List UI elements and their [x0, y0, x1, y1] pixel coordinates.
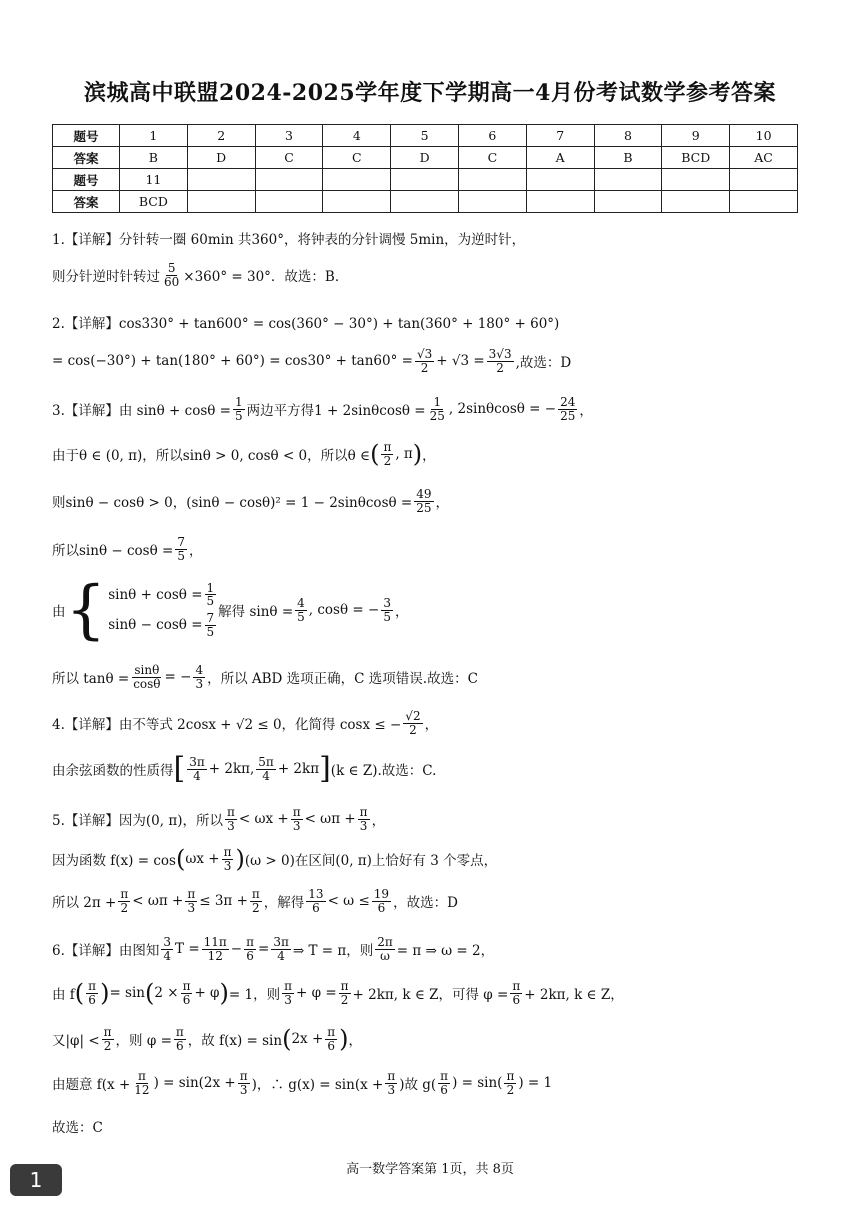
right-paren: )	[235, 845, 245, 874]
denominator: 2	[383, 453, 392, 468]
table-cell	[323, 169, 391, 191]
table-cell: BCD	[120, 191, 188, 213]
text: 所以sinθ − cosθ =	[52, 543, 174, 560]
table-row	[53, 147, 798, 169]
table-cell: C	[255, 147, 323, 169]
numerator: 3√3	[488, 347, 512, 361]
text: ⇒ T = π，则	[292, 943, 374, 960]
text: (ω > 0)在区间(0, π)上恰好有 3 个零点，	[244, 853, 498, 870]
table-cell: AC	[730, 147, 798, 169]
fraction	[233, 396, 245, 422]
fraction	[205, 612, 217, 638]
text: 2x +	[291, 1031, 324, 1048]
text: ) = sin(2x +	[153, 1075, 236, 1092]
table-cell	[730, 169, 798, 191]
text: 故选：C	[52, 1120, 103, 1136]
denominator: 2	[120, 900, 129, 915]
fraction	[238, 1070, 250, 1096]
denominator: 6	[312, 900, 320, 915]
fraction	[403, 710, 422, 736]
text: sinθ + cosθ =	[108, 586, 203, 603]
fraction	[282, 980, 294, 1006]
fraction	[131, 664, 162, 690]
q3-line-2	[52, 441, 436, 467]
numerator: 5π	[258, 754, 274, 769]
denominator: 2	[103, 1038, 112, 1053]
text: = −	[164, 669, 192, 686]
table-cell: 5	[391, 125, 459, 147]
fraction	[161, 936, 173, 962]
numerator: π	[175, 1025, 184, 1039]
text: , cosθ = −	[308, 602, 380, 618]
numerator: 5	[167, 261, 176, 275]
denominator: 3	[195, 676, 204, 691]
right-paren: )	[100, 979, 110, 1008]
q6-line-4	[52, 1070, 552, 1096]
equation-system	[65, 573, 219, 647]
denominator: 12	[207, 948, 223, 963]
denominator: 12	[134, 1082, 150, 1097]
table-cell: 6	[458, 125, 526, 147]
numerator: π	[327, 1025, 336, 1039]
numerator: π	[251, 887, 260, 901]
numerator: 24	[560, 395, 576, 409]
q3-line-3	[52, 488, 449, 514]
system-row	[108, 582, 218, 608]
fraction	[202, 936, 229, 962]
fraction	[339, 980, 351, 1006]
denominator: 2	[340, 992, 349, 1007]
numerator: π	[182, 979, 191, 993]
table-cell: 10	[730, 125, 798, 147]
table-cell	[594, 169, 662, 191]
fraction	[428, 396, 447, 422]
q5-line-3	[52, 888, 458, 914]
text: 所以 2π +	[52, 895, 117, 912]
text: ，	[422, 448, 436, 465]
fraction	[86, 980, 98, 1006]
text: ，	[371, 813, 386, 830]
row-header: 题号	[53, 125, 120, 147]
numerator: √3	[416, 347, 433, 361]
denominator: 6	[440, 1082, 448, 1097]
numerator: 1	[206, 580, 215, 595]
numerator: 4	[195, 663, 204, 677]
text: ，	[188, 543, 203, 560]
text: + 2kπ, k ∈ Z，	[524, 987, 624, 1004]
text: 3.【详解】由 sinθ + cosθ =	[52, 403, 231, 420]
q3-line-5	[52, 573, 409, 647]
fraction	[291, 806, 303, 832]
denominator: 2	[496, 360, 504, 375]
text: = π ⇒ ω = 2，	[396, 943, 495, 960]
right-paren: )	[219, 979, 229, 1008]
text: 所以 tanθ =	[52, 671, 130, 688]
numerator: 49	[416, 487, 432, 501]
fraction	[375, 936, 395, 962]
fraction	[358, 806, 370, 832]
text: = sin	[109, 985, 145, 1002]
table-cell: 9	[662, 125, 730, 147]
denominator: 25	[560, 408, 576, 423]
denominator: 5	[177, 548, 185, 563]
answer-table	[52, 124, 798, 213]
denominator: 5	[234, 408, 243, 423]
q1-line-2	[52, 262, 348, 288]
text: 6.【详解】由图知	[52, 943, 160, 960]
numerator: π	[103, 1025, 112, 1039]
text: 由余弦函数的性质得	[52, 763, 174, 779]
numerator: 3	[163, 935, 172, 949]
system-row	[108, 612, 218, 638]
numerator: 13	[308, 887, 324, 901]
text: 5.【详解】因为(0, π)，所以	[52, 813, 223, 830]
denominator: 6	[182, 992, 191, 1007]
text: 由题意 f(x +	[52, 1077, 131, 1094]
numerator: π	[506, 1069, 515, 1083]
numerator: π	[187, 887, 196, 901]
fraction	[132, 1070, 151, 1096]
table-row	[53, 125, 798, 147]
numerator: √2	[405, 709, 421, 723]
page-number-badge[interactable]: 1	[10, 1164, 62, 1196]
text: < ωπ +	[132, 893, 184, 910]
fraction	[438, 1070, 450, 1096]
text: < ω ≤	[327, 893, 370, 910]
text: ，则 φ =	[115, 1033, 172, 1050]
table-cell	[458, 169, 526, 191]
fraction	[162, 262, 181, 288]
table-cell: 3	[255, 125, 323, 147]
table-cell: B	[594, 147, 662, 169]
right-bracket: ]	[319, 751, 331, 786]
table-cell: B	[120, 147, 188, 169]
table-cell: D	[187, 147, 255, 169]
denominator: 6	[377, 900, 386, 915]
text: ，故 f(x) = sin	[187, 1033, 283, 1050]
numerator: 3	[383, 595, 391, 610]
right-paren: )	[412, 440, 423, 469]
denominator: 6	[176, 1038, 184, 1053]
denominator: 5	[383, 609, 391, 624]
table-cell	[526, 169, 594, 191]
fraction	[385, 1070, 397, 1096]
denominator: cosθ	[133, 676, 161, 691]
text: < ωπ +	[304, 811, 356, 828]
fraction	[306, 888, 325, 914]
text: = cos(−30°) + tan(180° + 60°) = cos30° + tan60° =	[52, 353, 413, 370]
text: 解得 sinθ =	[218, 604, 294, 620]
table-cell	[391, 169, 459, 191]
text: 4.【详解】由不等式 2cosx + √2 ≤ 0，化简得 cosx ≤ −	[52, 717, 402, 734]
document-title: 滨城高中联盟2024-2025学年度下学期高一4月份考试数学参考答案	[84, 80, 776, 106]
numerator: π	[226, 805, 235, 819]
fraction	[372, 888, 391, 914]
text: 由	[52, 604, 66, 620]
left-paren: (	[144, 979, 155, 1008]
table-cell	[187, 191, 255, 213]
fraction	[187, 756, 207, 782]
denominator: 4	[262, 768, 270, 783]
fraction	[256, 756, 276, 782]
fraction	[181, 980, 193, 1006]
text: ) = 1	[518, 1075, 553, 1092]
denominator: 25	[416, 500, 432, 515]
text: ，	[394, 604, 409, 620]
q4-line-2	[52, 751, 437, 786]
text: + φ	[194, 985, 220, 1002]
denominator: 4	[277, 948, 285, 963]
denominator: 3	[359, 818, 368, 833]
text: ，	[424, 717, 439, 734]
q6-line-5	[52, 1116, 103, 1136]
fraction	[271, 936, 291, 962]
row-header: 答案	[53, 147, 120, 169]
table-cell: D	[391, 147, 459, 169]
numerator: 4	[297, 595, 305, 610]
table-cell: 4	[323, 125, 391, 147]
denominator: 60	[164, 274, 180, 289]
denominator: 2	[409, 722, 417, 737]
fraction	[381, 597, 393, 623]
text: ，所以 ABD 选项正确，C 选项错误.故选：C	[207, 671, 478, 688]
fraction	[558, 396, 577, 422]
left-paren: (	[370, 440, 380, 469]
table-cell	[662, 191, 730, 213]
numerator: π	[440, 1069, 449, 1083]
numerator: π	[387, 1069, 396, 1083]
fraction	[175, 536, 187, 562]
denominator: 3	[239, 1082, 248, 1097]
table-cell: 8	[594, 125, 662, 147]
numerator: 3π	[273, 935, 289, 949]
numerator: π	[88, 979, 97, 993]
table-row	[53, 169, 798, 191]
fraction	[504, 1070, 516, 1096]
page-footer: 高一数学答案第 1页，共 8页	[346, 1162, 514, 1177]
table-cell: BCD	[662, 147, 730, 169]
numerator: π	[120, 887, 129, 901]
table-cell	[255, 191, 323, 213]
text: )，∴ g(x) = sin(x +	[251, 1077, 384, 1094]
fraction	[174, 1026, 186, 1052]
row-header: 答案	[53, 191, 120, 213]
system-rows	[108, 582, 218, 638]
numerator: 2π	[377, 935, 393, 949]
text: ) = sin(	[452, 1075, 503, 1092]
brace-icon: {	[65, 573, 107, 647]
denominator: 3	[284, 992, 292, 1007]
denominator: 6	[88, 992, 96, 1007]
fraction	[205, 582, 217, 608]
q2-line-2	[52, 348, 571, 374]
fraction	[244, 936, 256, 962]
denominator: 2	[252, 900, 260, 915]
left-paren: (	[282, 1025, 292, 1054]
denominator: 3	[187, 900, 196, 915]
numerator: π	[512, 979, 521, 993]
table-cell: 2	[187, 125, 255, 147]
text: 1.【详解】分针转一圈 60min 共360°，将钟表的分针调慢 5min，为逆时针，	[52, 232, 526, 248]
denominator: ω	[380, 948, 390, 963]
table-cell	[526, 191, 594, 213]
text: ，故选：D	[393, 895, 458, 912]
fraction	[415, 348, 434, 374]
q6-line-2	[52, 980, 624, 1006]
denominator: 4	[193, 768, 201, 783]
text: )故 g(	[399, 1077, 437, 1094]
left-paren: (	[74, 979, 85, 1008]
text: ，	[579, 403, 593, 420]
numerator: π	[383, 440, 392, 454]
q1-line-1	[52, 228, 525, 248]
text: −	[230, 941, 243, 958]
denominator: 5	[206, 594, 215, 609]
text: =	[258, 941, 270, 958]
text: , π	[395, 446, 413, 463]
text: ×360° = 30°．故选：B．	[183, 269, 349, 286]
table-cell: C	[323, 147, 391, 169]
text: (k ∈ Z).故选：C.	[330, 763, 437, 779]
text: + 2kπ,	[208, 761, 255, 777]
text: + 2kπ	[277, 761, 320, 777]
table-cell: 1	[120, 125, 188, 147]
fraction	[510, 980, 522, 1006]
table-cell	[255, 169, 323, 191]
fraction	[225, 806, 237, 832]
fraction	[118, 888, 130, 914]
denominator: 2	[420, 360, 429, 375]
text: 由 f	[52, 987, 75, 1004]
text: < ωx +	[238, 811, 289, 828]
numerator: π	[359, 805, 368, 819]
numerator: π	[137, 1069, 146, 1083]
numerator: 1	[433, 395, 442, 409]
numerator: 19	[373, 887, 390, 901]
text: ωx +	[185, 851, 220, 868]
numerator: 3π	[189, 754, 205, 769]
text: ,故选：D	[515, 355, 572, 372]
q6-line-3	[52, 1026, 362, 1052]
fraction	[250, 888, 262, 914]
numerator: π	[340, 979, 349, 993]
text: ，	[348, 1033, 363, 1050]
fraction	[487, 348, 514, 374]
text: 又|φ| <	[52, 1033, 100, 1050]
denominator: 5	[206, 624, 215, 639]
text: + φ =	[295, 985, 337, 1002]
table-cell: 11	[120, 169, 188, 191]
q3-line-4	[52, 536, 202, 562]
table-cell	[458, 191, 526, 213]
q6-line-1	[52, 936, 494, 962]
table-cell	[730, 191, 798, 213]
fraction	[295, 597, 307, 623]
numerator: π	[284, 979, 292, 993]
table-cell	[594, 191, 662, 213]
left-bracket: [	[173, 751, 186, 786]
text: 则sinθ − cosθ > 0，(sinθ − cosθ)² = 1 − 2sinθcosθ =	[52, 495, 413, 512]
denominator: 2	[506, 1082, 515, 1097]
fraction	[193, 664, 205, 690]
text: T =	[175, 941, 200, 958]
fraction	[185, 888, 197, 914]
fraction	[325, 1026, 337, 1052]
denominator: 4	[163, 948, 172, 963]
denominator: 6	[246, 948, 254, 963]
numerator: 7	[177, 535, 185, 549]
right-paren: )	[339, 1025, 349, 1054]
fraction	[414, 488, 433, 514]
table-cell: C	[458, 147, 526, 169]
fraction	[222, 846, 234, 872]
left-paren: (	[175, 845, 186, 874]
q5-line-2	[52, 846, 497, 872]
table-cell	[662, 169, 730, 191]
table-row	[53, 191, 798, 213]
q5-line-1	[52, 806, 385, 832]
text: 则分针逆时针转过	[52, 269, 160, 286]
denominator: 3	[292, 818, 301, 833]
q4-line-1	[52, 710, 438, 736]
text: + √3 =	[436, 353, 485, 370]
q3-line-1	[52, 396, 593, 422]
denominator: 25	[429, 408, 445, 423]
text: , 2sinθcosθ = −	[448, 401, 557, 418]
text: 2.【详解】cos330° + tan600° = cos(360° − 30°) + tan(360° + 180° + 60°)	[52, 316, 560, 332]
denominator: 6	[512, 992, 521, 1007]
numerator: 11π	[203, 935, 227, 949]
denominator: 3	[223, 858, 232, 873]
text: sinθ − cosθ =	[108, 617, 203, 634]
text: ，	[435, 495, 450, 512]
table-cell: 7	[526, 125, 594, 147]
table-cell: A	[526, 147, 594, 169]
numerator: π	[223, 845, 232, 859]
denominator: 5	[297, 609, 305, 624]
numerator: 1	[234, 395, 243, 409]
text: = 1，则	[228, 987, 281, 1004]
text: 因为函数 f(x) = cos	[52, 853, 176, 870]
table-cell	[323, 191, 391, 213]
numerator: π	[292, 805, 301, 819]
denominator: 6	[327, 1038, 336, 1053]
denominator: 3	[387, 1082, 396, 1097]
row-header: 题号	[53, 169, 120, 191]
numerator: π	[246, 935, 254, 949]
text: ，解得	[263, 895, 305, 912]
q2-line-1	[52, 312, 559, 332]
fraction	[102, 1026, 114, 1052]
text: 2 ×	[154, 985, 179, 1002]
table-cell	[187, 169, 255, 191]
q3-line-6	[52, 664, 478, 690]
numerator: 7	[206, 611, 215, 625]
numerator: sinθ	[134, 663, 160, 677]
text: 由于θ ∈ (0, π)，所以sinθ > 0, cosθ < 0，所以θ ∈	[52, 448, 371, 465]
denominator: 3	[227, 818, 235, 833]
table-cell	[391, 191, 459, 213]
text: 两边平方得1 + 2sinθcosθ =	[246, 403, 426, 420]
text: + 2kπ, k ∈ Z，可得 φ =	[352, 987, 509, 1004]
text: ≤ 3π +	[199, 893, 248, 910]
numerator: π	[239, 1069, 248, 1083]
fraction	[381, 441, 393, 467]
